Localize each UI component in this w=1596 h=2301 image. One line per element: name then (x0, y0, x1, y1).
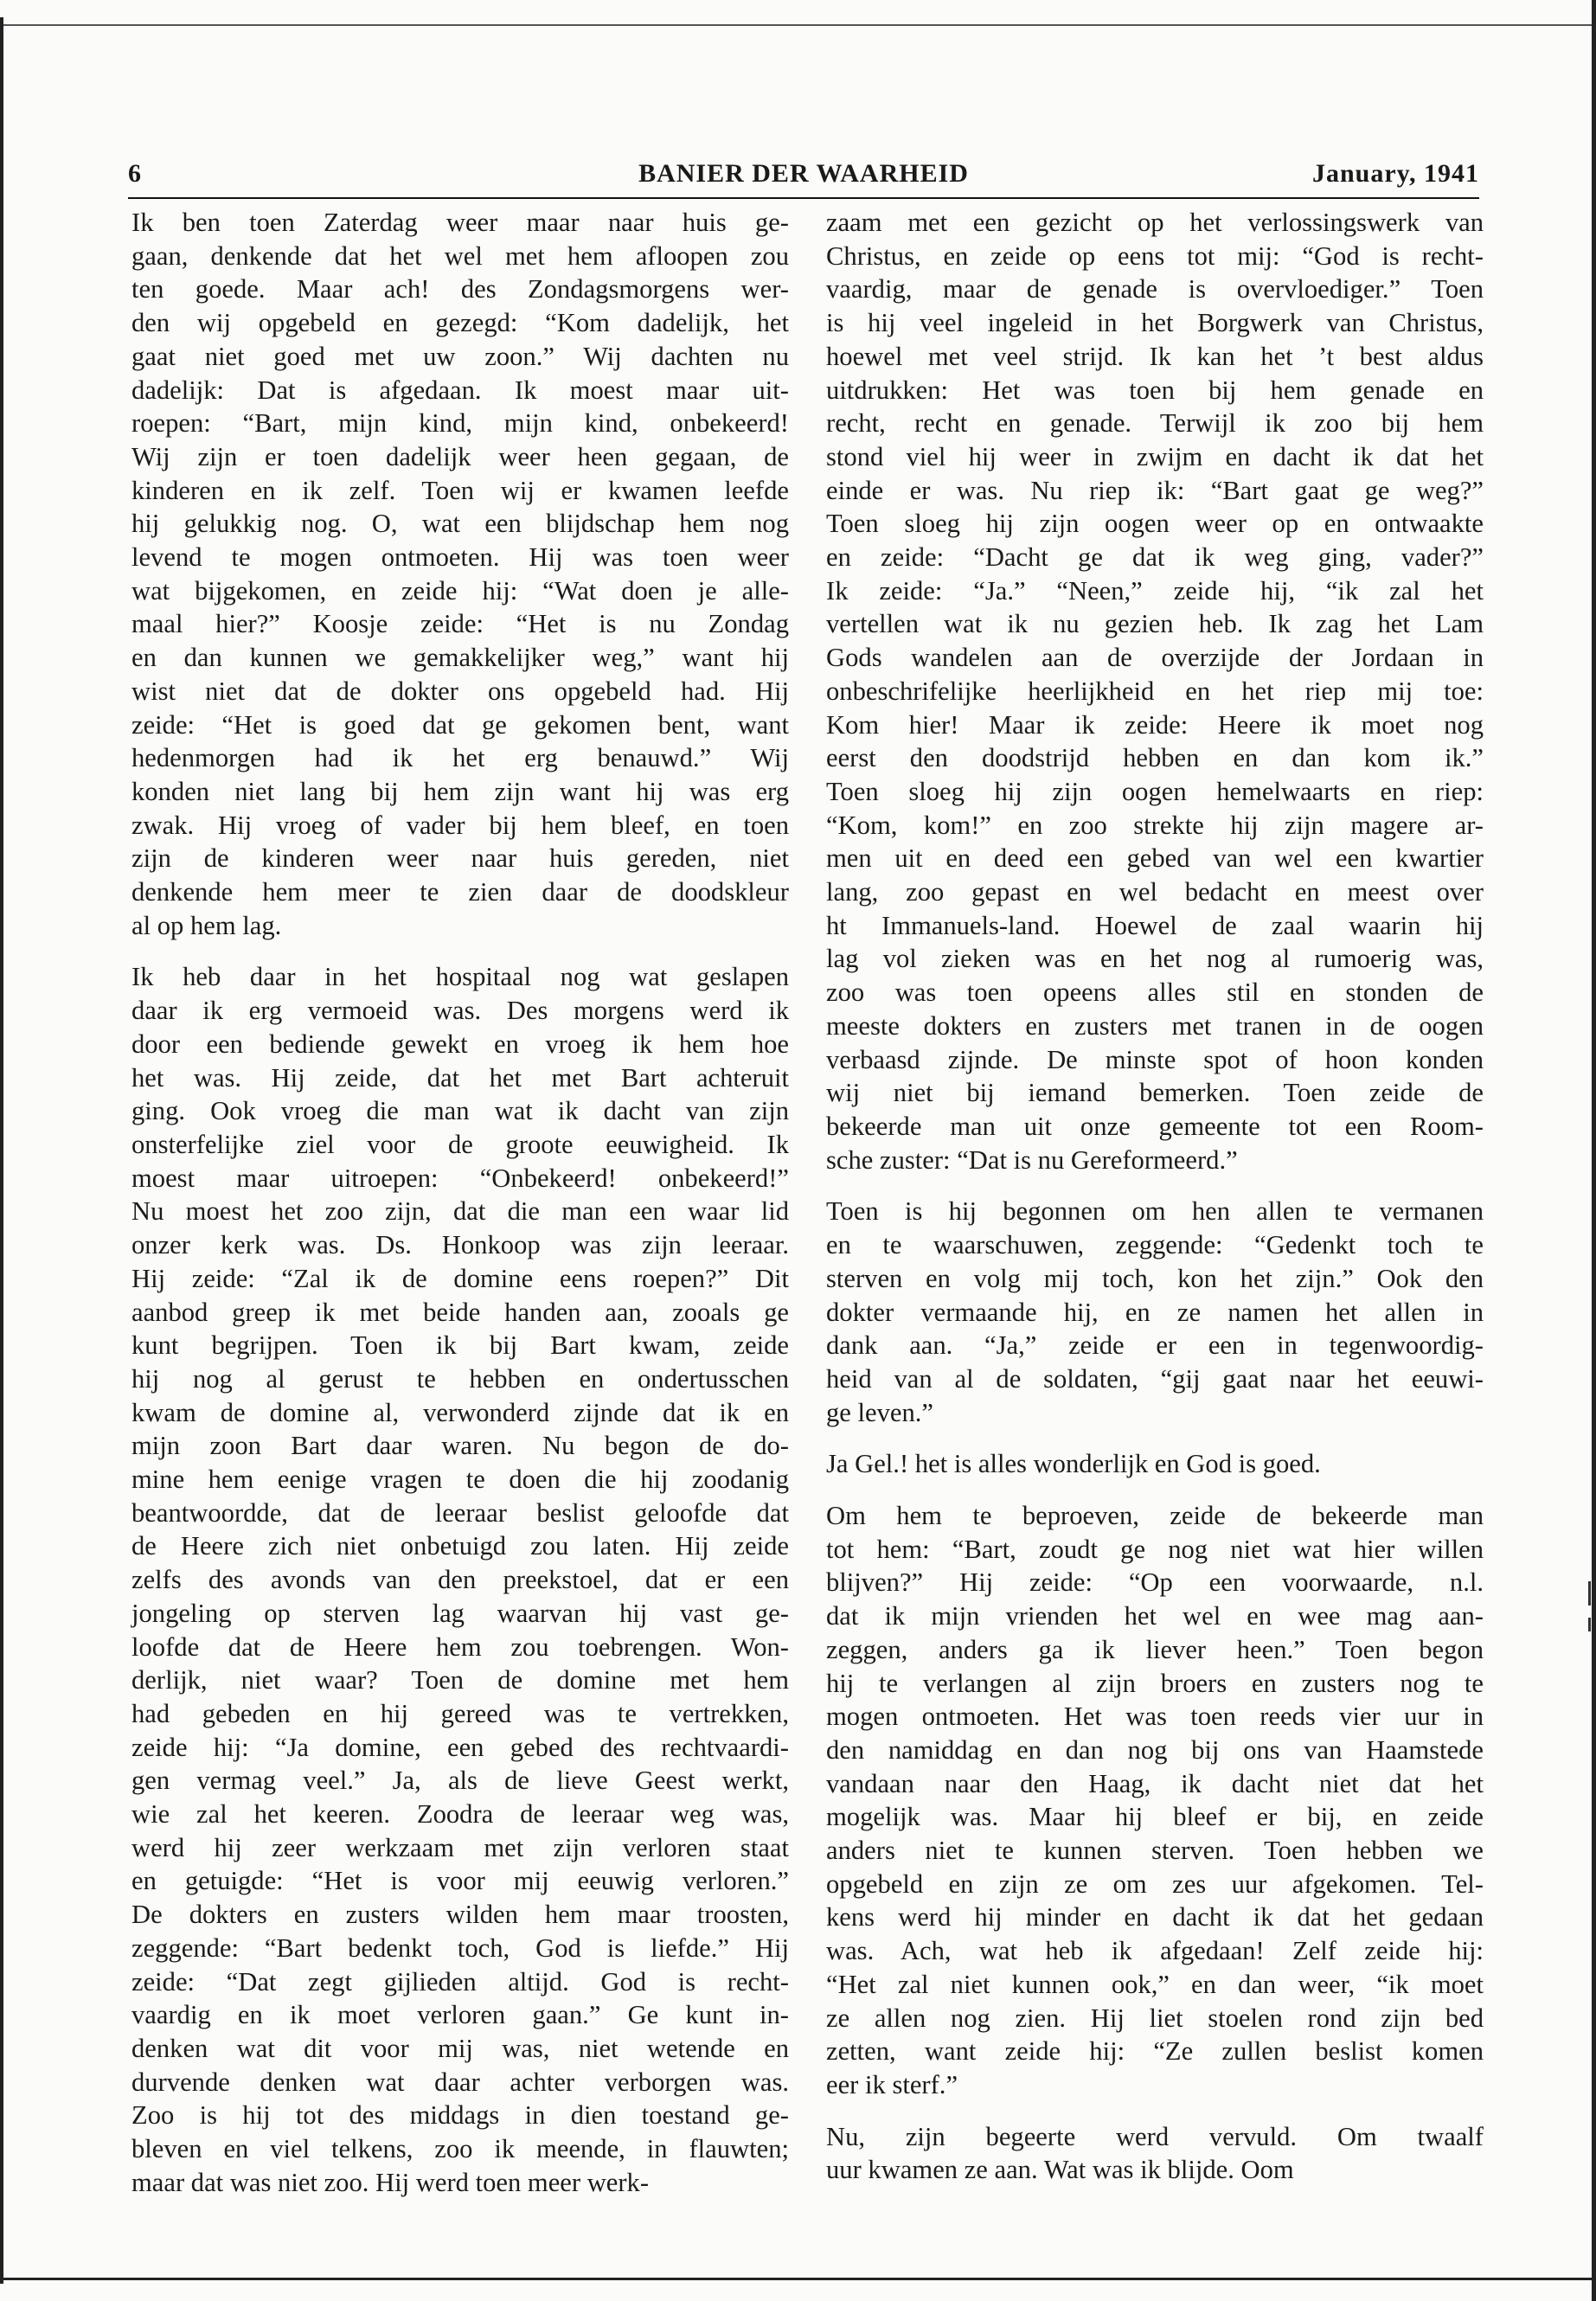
text-line: hij te verlangen al zijn broers en zusters nog te (826, 1668, 1484, 1698)
text-line: Ik heb daar in het hospitaal nog wat geslapen (131, 962, 789, 992)
text-line: durvende denken wat daar achter verborgen was. (131, 2067, 789, 2097)
text-line: Nu, zijn begeerte werd vervuld. Om twaalf (826, 2121, 1484, 2151)
text-line: anders niet te kunnen sterven. Toen hebben we (826, 1836, 1484, 1866)
text-line: vandaan naar den Haag, ik dacht niet dat het (826, 1768, 1484, 1798)
paragraph-gap (826, 2102, 1484, 2120)
text-line: bleven en viel telkens, zoo ik meende, in flauwten; (131, 2134, 789, 2164)
text-line: wat bijgekomen, en zeide hij: “Wat doen je alle- (131, 575, 789, 606)
text-line: Ja Gel.! het is alles wonderlijk en God is goed. (826, 1449, 1321, 1479)
text-line: hij nog al gerust te hebben en ondertusschen (131, 1363, 789, 1394)
text-line: lang, zoo gepast en wel bedacht en meest over (826, 877, 1484, 907)
text-line: onbeschrifelijke heerlijkheid en het riep mij toe: (826, 676, 1484, 706)
text-line: en te waarschuwen, zeggende: “Gedenkt toch te (826, 1230, 1484, 1260)
text-line: loofde dat de Heere hem zou toebrengen. Won- (131, 1631, 789, 1662)
text-line: gaan, denkende dat het wel met hem afloopen zou (131, 240, 789, 271)
text-line: De dokters en zusters wilden hem maar troosten, (131, 1900, 789, 1930)
paragraph-gap (131, 942, 789, 960)
text-line: ge leven.” (826, 1397, 934, 1427)
text-line: zijn de kinderen weer naar huis gereden, niet (131, 843, 789, 874)
text-line: aanbod greep ik met beide handen aan, zooals ge (131, 1297, 789, 1327)
text-line: en zeide: “Dacht ge dat ik weg ging, vader?” (826, 542, 1484, 573)
text-line: denkende hem meer te zien daar de doodskleur (131, 877, 789, 907)
text-line: dokter vermaande hij, en ze namen het allen in (826, 1297, 1484, 1327)
text-line: einde er was. Nu riep ik: “Bart gaat ge weg?” (826, 475, 1484, 505)
text-line: denken wat dit voor mij was, niet wetende en (131, 2033, 789, 2063)
text-line: zaam met een gezicht op het verlossingswerk van (826, 208, 1484, 237)
text-line: ht Immanuels-land. Hoewel de zaal waarin hij (826, 910, 1484, 940)
text-line: meeste dokters en zusters met tranen in de oogen (826, 1010, 1484, 1041)
text-line: recht, recht en genade. Terwijl ik zoo bij hem (826, 408, 1484, 439)
paragraph-gap (826, 1176, 1484, 1195)
text-line: zeide hij: “Ja domine, een gebed des rechtvaardi- (131, 1732, 789, 1762)
text-line: zelfs des avonds van den preekstoel, dat er een (131, 1565, 789, 1595)
paragraph-gap (826, 1429, 1484, 1447)
text-line: kwam de domine al, verwonderd zijnde dat ik en (131, 1397, 789, 1427)
text-line: Toen is hij begonnen om hen allen te vermanen (826, 1196, 1484, 1227)
text-line: dat ik mijn vrienden het wel en wee mag aan- (826, 1601, 1484, 1631)
text-line: “Het zal niet kunnen ook,” en dan weer, “ik moet (826, 1969, 1484, 1999)
paragraph (131, 206, 789, 942)
scan-border-left (0, 17, 3, 2284)
text-line: zoo was toen opeens alles stil en stonden de (826, 977, 1484, 1008)
text-line: bekeerde man uit onze gemeente tot een Room- (826, 1111, 1484, 1141)
text-line: konden niet lang bij hem zijn want hij was erg (131, 776, 789, 806)
text-line: Gods wandelen aan de overzijde der Jordaan in (826, 643, 1484, 673)
text-line: Nu moest het zoo zijn, dat die man een waar lid (131, 1196, 789, 1227)
text-line: Christus, en zeide op eens tot mij: “God is recht- (826, 240, 1484, 271)
text-line: men uit en deed een gebed van wel een kwartier (826, 843, 1484, 874)
margin-mark (1588, 1581, 1591, 1606)
text-line: tot hem: “Bart, zoudt ge nog niet wat hier willen (826, 1534, 1484, 1564)
running-header (128, 159, 1479, 199)
text-line: Toen sloeg hij zijn oogen hemelwaarts en riep: (826, 776, 1484, 806)
text-line: de Heere zich niet onbetuigd zou laten. Hij zeide (131, 1531, 789, 1561)
text-line: onsterfelijke ziel voor de groote eeuwigheid. Ik (131, 1129, 789, 1159)
text-line: sche zuster: “Dat is nu Gereformeerd.” (826, 1144, 1238, 1175)
paragraph (826, 1195, 1484, 1429)
text-line: mogelijk was. Maar hij bleef er bij, en zeide (826, 1802, 1484, 1832)
text-line: kens werd hij minder en dacht ik dat het gedaan (826, 1902, 1484, 1932)
text-line: had gebeden en hij gereed was te vertrekken, (131, 1698, 789, 1728)
text-line: zeide: “Het is goed dat ge gekomen bent, want (131, 709, 789, 740)
publication-title: BANIER DER WAARHEID (638, 159, 969, 188)
text-line: lag vol zieken was en het nog al rumoerig was, (826, 944, 1484, 974)
text-line: Ik ben toen Zaterdag weer maar naar huis ge- (131, 208, 789, 237)
text-line: kunt begrijpen. Toen ik bij Bart kwam, zeide (131, 1330, 789, 1361)
text-line: al op hem lag. (131, 910, 282, 940)
text-line: ten goede. Maar ach! des Zondagsmorgens wer- (131, 274, 789, 304)
text-line: Wij zijn er toen dadelijk weer heen gegaan, de (131, 441, 789, 471)
text-line: gaat niet goed met uw zoon.” Wij dachten nu (131, 341, 789, 371)
text-line: beantwoordde, dat de leeraar beslist geloofde dat (131, 1497, 789, 1528)
paragraph (131, 960, 789, 2199)
left-column (131, 206, 789, 2199)
text-line: zeggende: “Bart bedenkt toch, God is liefde.” Hij (131, 1932, 789, 1963)
scan-border-right (1592, 0, 1596, 2301)
text-line: mijn zoon Bart daar waren. Nu begon de do- (131, 1431, 789, 1461)
margin-mark (1588, 1618, 1591, 1631)
text-line: kinderen en ik zelf. Toen wij er kwamen leefde (131, 475, 789, 505)
text-line: blijven?” Hij zeide: “Op een voorwaarde, n.l. (826, 1567, 1484, 1598)
text-line: opgebeld en zijn ze om zes uur afgekomen. Tel- (826, 1868, 1484, 1899)
scan-border-top (0, 24, 1596, 26)
paragraph-gap (826, 1481, 1484, 1499)
text-line: zwak. Hij vroeg of vader bij hem bleef, en toen (131, 810, 789, 840)
paragraph (826, 2120, 1484, 2187)
text-line: Zoo is hij tot des middags in dien toestand ge- (131, 2100, 789, 2131)
text-line: dadelijk: Dat is afgedaan. Ik moest maar uit- (131, 375, 789, 405)
text-line: mine hem eenige vragen te doen die hij zoodanig (131, 1465, 789, 1495)
issue-date: January, 1941 (1311, 159, 1479, 188)
text-line: hoewel met veel strijd. Ik kan het ’t best aldus (826, 341, 1484, 371)
page-number: 6 (128, 159, 142, 188)
text-line: vaardig, maar de genade is overvloediger.” Toen (826, 274, 1484, 304)
text-line: het was. Hij zeide, dat het met Bart achteruit (131, 1062, 789, 1093)
text-line: Toen sloeg hij zijn oogen weer op en ontwaakte (826, 509, 1484, 539)
text-line: door een bediende gewekt en vroeg ik hem hoe (131, 1029, 789, 1059)
text-line: derlijk, niet waar? Toen de domine met hem (131, 1665, 789, 1695)
text-line: is hij veel ingeleid in het Borgwerk van Christus, (826, 308, 1484, 338)
text-line: zeide: “Dat zegt gijlieden altijd. God is recht- (131, 1966, 789, 1997)
text-line: Ik zeide: “Ja.” “Neen,” zeide hij, “ik zal het (826, 575, 1484, 606)
text-line: ze allen nog zien. Hij liet stoelen rond zijn bed (826, 2003, 1484, 2033)
text-line: “Kom, kom!” en zoo strekte hij zijn magere ar- (826, 810, 1484, 840)
text-line: levend te mogen ontmoeten. Hij was toen weer (131, 542, 789, 573)
text-line: gen vermag veel.” Ja, als de lieve Geest werkt, (131, 1766, 789, 1796)
text-line: wist niet dat de dokter ons opgebeld had. Hij (131, 676, 789, 706)
paragraph (826, 1499, 1484, 2102)
text-line: Hij zeide: “Zal ik de domine eens roepen?” Dit (131, 1263, 789, 1293)
text-line: was. Ach, wat heb ik afgedaan! Zelf zeide hij: (826, 1936, 1484, 1966)
text-line: wij niet bij iemand bemerken. Toen zeide de (826, 1078, 1484, 1108)
text-line: Kom hier! Maar ik zeide: Heere ik moet nog (826, 709, 1484, 740)
text-line: jongeling op sterven lag waarvan hij vast ge- (131, 1598, 789, 1628)
text-line: moest maar uitroepen: “Onbekeerd! onbekeerd!” (131, 1163, 789, 1193)
text-line: uitdrukken: Het was toen bij hem genade en (826, 375, 1484, 405)
text-line: maal hier?” Koosje zeide: “Het is nu Zondag (131, 609, 789, 639)
text-line: hij gelukkig nog. O, wat een blijdschap hem nog (131, 509, 789, 539)
text-line: sterven en volg mij toch, kon het zijn.” Ook den (826, 1263, 1484, 1293)
text-line: roepen: “Bart, mijn kind, mijn kind, onbekeerd! (131, 408, 789, 439)
paragraph (826, 206, 1484, 1176)
text-line: den namiddag en dan nog bij ons van Haamstede (826, 1734, 1484, 1765)
text-line: hedenmorgen had ik het erg benauwd.” Wij (131, 743, 789, 773)
text-line: stond viel hij weer in zwijm en dacht ik dat het (826, 441, 1484, 471)
text-line: eer ik sterf.” (826, 2069, 958, 2099)
paragraph (826, 1447, 1484, 1481)
text-line: uur kwamen ze aan. Wat was ik blijde. Oom (826, 2155, 1294, 2185)
text-line: den wij opgebeld en gezegd: “Kom dadelijk, het (131, 308, 789, 338)
scan-border-bottom (0, 2278, 1596, 2280)
text-line: Om hem te beproeven, zeide de bekeerde man (826, 1501, 1484, 1531)
text-line: en dan kunnen we gemakkelijker weg,” want hij (131, 643, 789, 673)
text-line: werd hij zeer werkzaam met zijn verloren staat (131, 1832, 789, 1862)
text-line: wie zal het keeren. Zoodra de leeraar weg was, (131, 1799, 789, 1830)
text-line: onzer kerk was. Ds. Honkoop was zijn leeraar. (131, 1230, 789, 1260)
text-line: mogen ontmoeten. Het was toen reeds vier uur in (826, 1702, 1484, 1732)
text-line: ging. Ook vroeg die man wat ik dacht van zijn (131, 1096, 789, 1126)
text-line: vertellen wat ik nu gezien heb. Ik zag het Lam (826, 609, 1484, 639)
text-line: zeggen, anders ga ik liever heen.” Toen begon (826, 1634, 1484, 1664)
right-column (826, 206, 1484, 2187)
text-line: vaardig en ik moet verloren gaan.” Ge kunt in- (131, 2000, 789, 2030)
text-line: en getuigde: “Het is voor mij eeuwig verloren.” (131, 1866, 789, 1896)
text-line: heid van al de soldaten, “gij gaat naar het eeuwi- (826, 1363, 1484, 1394)
text-line: zetten, want zeide hij: “Ze zullen beslist komen (826, 2036, 1484, 2067)
text-line: maar dat was niet zoo. Hij werd toen meer werk- (131, 2167, 650, 2197)
text-line: eerst den doodstrijd hebben en dan kom ik.” (826, 743, 1484, 773)
text-line: daar ik erg vermoeid was. Des morgens werd ik (131, 996, 789, 1026)
text-line: dank aan. “Ja,” zeide er een in tegenwoordig- (826, 1330, 1484, 1361)
text-line: verbaasd zijnde. De minste spot of hoon konden (826, 1044, 1484, 1074)
